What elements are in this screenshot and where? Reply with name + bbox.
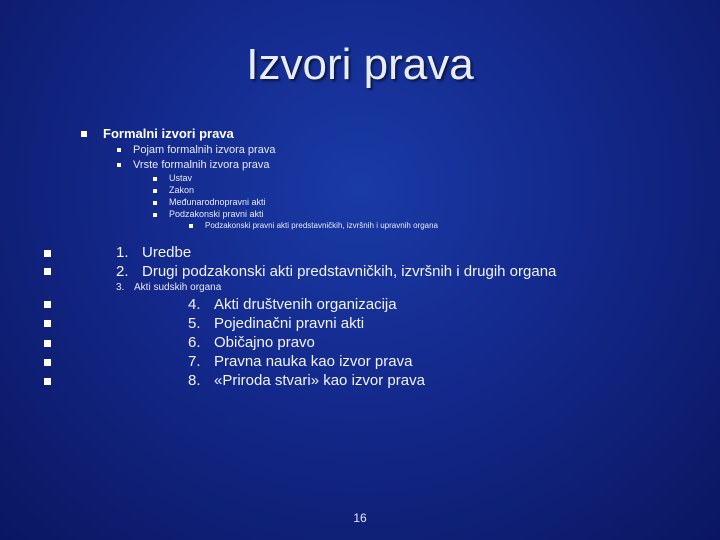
level2-item: Pojam formalnih izvora prava [133,144,276,156]
level1-heading: Formalni izvori prava [103,126,234,141]
bullet-square-icon [44,250,51,257]
numbered-item [188,372,425,389]
item-text: Pojedinačni pravni akti [214,315,365,332]
item-number: 5. [188,315,201,332]
level2-item: Vrste formalnih izvora prava [133,159,270,171]
numbered-item [188,334,315,351]
bullet-square-icon [44,378,51,385]
bullet-square-icon [44,320,51,327]
item-number: 6. [188,334,201,351]
item-text: Akti sudskih organa [134,282,222,293]
bullet-square-icon [117,148,121,152]
bullet-square-icon [117,163,121,167]
item-text: Običajno pravo [214,334,315,351]
bullet-square-icon [44,268,51,275]
bullet-square-icon [44,359,51,366]
item-text: Pravna nauka kao izvor prava [214,353,413,370]
numbered-item [188,353,412,370]
item-number: 3. [116,282,125,293]
numbered-item [188,315,364,332]
item-text: «Priroda stvari» kao izvor prava [214,372,425,389]
bullet-square-icon [44,301,51,308]
item-text: Drugi podzakonski akti predstavničkih, izvršnih i drugih organa [142,263,557,280]
level3-item: Podzakonski pravni akti [169,209,264,219]
slide-title: Izvori prava [246,40,474,89]
item-number: 7. [188,353,201,370]
bullet-square-icon [153,201,157,205]
level3-item: Zakon [169,185,195,195]
item-number: 2. [116,263,129,280]
numbered-item [116,244,191,261]
bullet-square-icon [153,177,157,181]
numbered-item [188,296,397,313]
numbered-item [116,263,556,280]
bullet-square-icon [189,224,193,228]
level3-item: Ustav [169,173,193,183]
bullet-square-icon [81,131,87,137]
level3-item: Međunarodnopravni akti [169,197,266,207]
level4-item: Podzakonski pravni akti predstavničkih, izvršnih i upravnih organa [205,221,439,230]
bullet-square-icon [153,189,157,193]
bullet-square-icon [44,340,51,347]
item-number: 4. [188,296,201,313]
numbered-item-small [116,282,221,293]
item-number: 8. [188,372,201,389]
bullet-square-icon [153,213,157,217]
item-number: 1. [116,244,129,261]
page-number: 16 [353,511,367,525]
item-text: Uredbe [142,244,192,261]
item-text: Akti društvenih organizacija [214,296,397,313]
